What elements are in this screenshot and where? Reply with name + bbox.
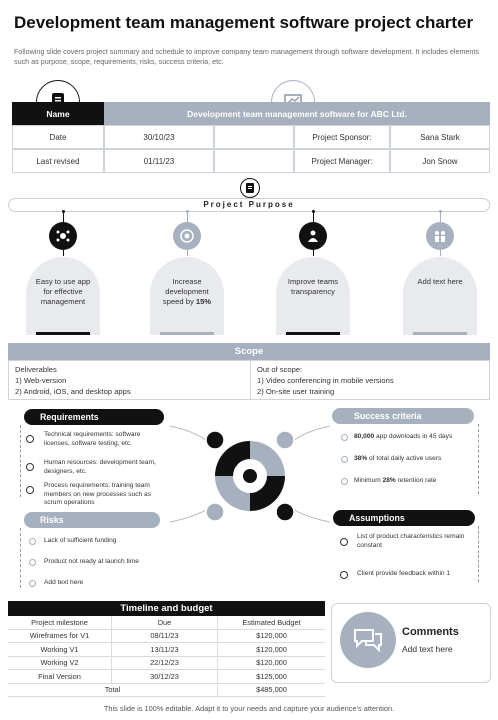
table-row: Final Version 30/12/23 $125,000 [8,670,325,684]
manager-label: Project Manager: [294,149,390,173]
project-header: Development team management software for ABC Ltd. [104,102,490,125]
name-header: Name [12,102,104,125]
purpose-card-1: Easy to use app for effective management [26,257,100,335]
revised-label: Last revised [12,149,104,173]
sponsor-label: Project Sponsor: [294,125,390,149]
scope-box [8,360,490,400]
people-icon [426,222,454,250]
requirement-1: Technical requirements: software licenses, software testing, etc. [44,431,141,447]
bullet-dot [340,571,348,579]
risks-header: Risks [24,512,160,528]
total-row: Total $485,000 [8,684,325,698]
target-icon [173,222,201,250]
risk-1: Lack of sufficient funding [44,537,117,544]
date-value: 30/10/23 [104,125,214,149]
purpose-item-2 [150,210,224,344]
out-of-scope: Out of scope: 1) Video conferencing in mobile versions 2) On-site user training [257,365,394,396]
comments-box [331,603,491,683]
success-3: Minimum 28% retention rate [354,477,437,484]
bullet-dot [26,486,34,494]
gear-icon [206,503,224,521]
bullet-dot [26,463,34,471]
diagram-num-4: 04 [291,491,299,498]
chat-icon [340,612,396,668]
bullet-dot [29,538,36,545]
bullet-dot [341,456,348,463]
clipboard-icon [240,178,260,198]
phone-icon [206,431,224,449]
assumption-2: Client provide feedback within 1 [357,570,451,577]
purpose-card-2: Increase development speed by 15% [150,257,224,335]
success-header: Success criteria [332,408,474,424]
bullet-dot [341,478,348,485]
assumption-1: List of product characteristics remain constant [357,533,465,549]
bullet-dot [29,580,36,587]
table-row: Wireframes for V1 08/11/23 $120,000 [8,630,325,644]
doc-icon [276,431,294,449]
success-1: 80,000 app downloads in 45 days [354,433,453,440]
page-subtitle: Following slide covers project summary and schedule to improve company team management through software development. It includes elements such as purpose, scope, requirements, risks, success criteria, etc. [14,47,480,66]
purpose-card-4: Add text here [403,257,477,335]
diagram-num-3: 03 [291,459,299,466]
page-title: Development team management software project charter [14,13,474,32]
network-icon [49,222,77,250]
sponsor-name: Sana Stark [390,125,490,149]
purpose-item-3 [276,210,350,344]
bullet-dot [29,559,36,566]
success-2: 38% of total daily active users [354,455,442,462]
diagram-num-2: 02 [201,491,209,498]
manager-name: Jon Snow [390,149,490,173]
revised-value: 01/11/23 [104,149,214,173]
purpose-label: Project Purpose [190,200,308,209]
comments-title: Comments [402,626,459,638]
pillars-diagram [160,418,340,530]
purpose-item-1 [26,210,100,344]
empty-cell [214,149,294,173]
empty-cell [214,125,294,149]
requirement-2: Human resources: development team, designers, etc. [44,459,156,475]
footer-note: This slide is 100% editable. Adapt it to your needs and capture your audience's attention. [103,704,395,713]
bullet-dot [26,435,34,443]
purpose-card-3: Improve teams transparency [276,257,350,335]
scope-header: Scope [8,343,490,360]
purpose-item-4 [403,210,477,344]
bullet-dot [340,538,348,546]
risk-2: Product not ready at launch time [44,558,139,565]
comments-text: Add text here [402,644,453,654]
table-row: Working V2 22/12/23 $120,000 [8,657,325,671]
table-row: Working V1 13/11/23 $120,000 [8,643,325,657]
shield-icon [276,503,294,521]
group-icon [299,222,327,250]
requirement-3: Process requirements: training team members on new processes such as scrum operations [44,482,152,507]
assumptions-header: Assumptions [333,510,475,526]
date-label: Date [12,125,104,149]
timeline-header: Timeline and budget [8,601,325,616]
deliverables: Deliverables 1) Web-version 2) Android, iOS, and desktop apps [15,365,131,396]
timeline-columns: Project milestone Due Estimated Budget [8,616,325,630]
requirements-header: Requirements [24,409,164,425]
bullet-dot [341,434,348,441]
risk-3: Add text here [44,579,84,586]
diagram-num-1: 01 [201,459,209,466]
